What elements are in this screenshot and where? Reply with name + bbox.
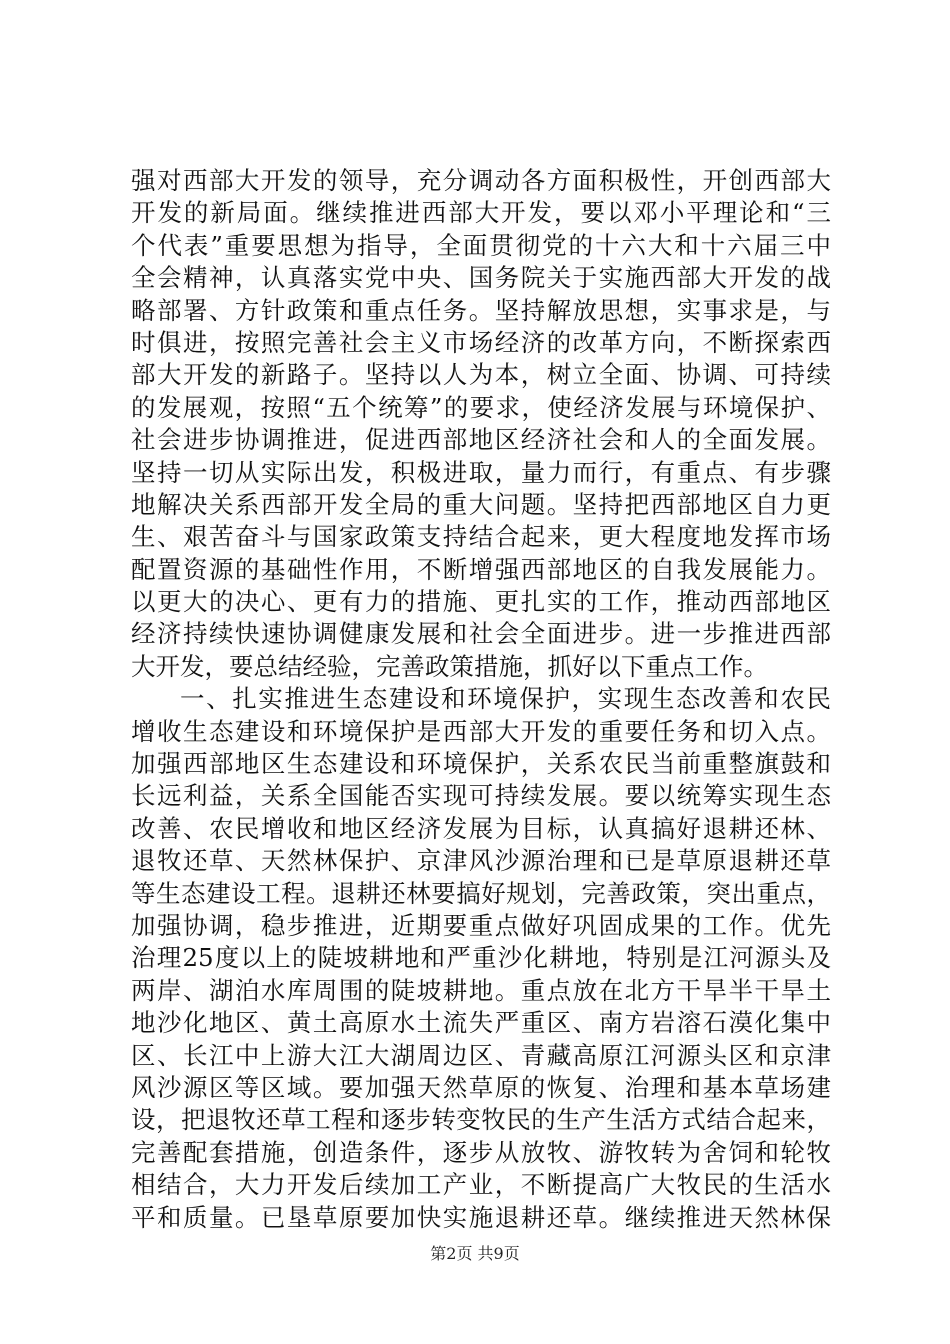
text-line: 治理25度以上的陡坡耕地和严重沙化耕地，特别是江河源头及 — [131, 943, 831, 973]
text-line: 完善配套措施，创造条件，逐步从放牧、游牧转为舍饲和轮牧 — [131, 1137, 831, 1167]
text-line: 平和质量。已垦草原要加快实施退耕还草。继续推进天然林保 — [131, 1202, 831, 1232]
text-line: 坚持一切从实际出发，积极进取，量力而行，有重点、有步骤 — [131, 457, 831, 487]
text-line: 经济持续快速协调健康发展和社会全面进步。进一步推进西部 — [131, 619, 831, 649]
text-line: 区、长江中上游大江大湖周边区、青藏高原江河源头区和京津 — [131, 1040, 831, 1070]
text-line: 的发展观，按照“五个统筹”的要求，使经济发展与环境保护、 — [131, 392, 831, 422]
text-line: 地解决关系西部开发全局的重大问题。坚持把西部地区自力更 — [131, 489, 831, 519]
text-line: 时俱进，按照完善社会主义市场经济的改革方向，不断探索西 — [131, 327, 831, 357]
text-line: 强对西部大开发的领导，充分调动各方面积极性，开创西部大 — [131, 166, 831, 195]
text-line: 生、艰苦奋斗与国家政策支持结合起来，更大程度地发挥市场 — [131, 522, 831, 552]
text-line: 相结合，大力开发后续加工产业，不断提高广大牧民的生活水 — [131, 1170, 831, 1200]
text-line: 两岸、湖泊水库周围的陡坡耕地。重点放在北方干旱半干旱土 — [131, 975, 831, 1005]
text-line: 改善、农民增收和地区经济发展为目标，认真搞好退耕还林、 — [131, 813, 831, 843]
body-text — [131, 165, 831, 1234]
text-line: 社会进步协调推进，促进西部地区经济社会和人的全面发展。 — [131, 425, 831, 455]
text-line: 长远利益，关系全国能否实现可持续发展。要以统筹实现生态 — [131, 781, 831, 811]
text-line: 增收生态建设和环境保护是西部大开发的重要任务和切入点。 — [131, 716, 831, 746]
text-line: 配置资源的基础性作用，不断增强西部地区的自我发展能力。 — [131, 554, 831, 584]
text-line: 地沙化地区、黄土高原水土流失严重区、南方岩溶石漠化集中 — [131, 1008, 831, 1038]
text-line: 开发的新局面。继续推进西部大开发，要以邓小平理论和“三 — [131, 198, 831, 228]
text-line: 大开发，要总结经验，完善政策措施，抓好以下重点工作。 — [131, 651, 768, 681]
paragraph-start-line: 一、扎实推进生态建设和环境保护，实现生态改善和农民 — [180, 684, 831, 714]
text-line: 风沙源区等区域。要加强天然草原的恢复、治理和基本草场建 — [131, 1072, 831, 1102]
text-line: 部大开发的新路子。坚持以人为本，树立全面、协调、可持续 — [131, 360, 831, 390]
text-line: 以更大的决心、更有力的措施、更扎实的工作，推动西部地区 — [131, 587, 831, 617]
text-line: 加强西部地区生态建设和环境保护，关系农民当前重整旗鼓和 — [131, 749, 831, 779]
text-line: 设，把退牧还草工程和逐步转变牧民的生产生活方式结合起来， — [131, 1105, 831, 1135]
text-line: 略部署、方针政策和重点任务。坚持解放思想，实事求是，与 — [131, 295, 831, 325]
text-line: 加强协调，稳步推进，近期要重点做好巩固成果的工作。优先 — [131, 910, 831, 940]
text-line: 退牧还草、天然林保护、京津风沙源治理和已是草原退耕还草 — [131, 846, 831, 876]
page-number-footer: 第2页 共9页 — [430, 1244, 520, 1263]
text-line: 等生态建设工程。退耕还林要搞好规划，完善政策，突出重点， — [131, 878, 831, 908]
text-line: 个代表”重要思想为指导，全面贯彻党的十六大和十六届三中 — [131, 230, 831, 260]
text-line: 全会精神，认真落实党中央、国务院关于实施西部大开发的战 — [131, 263, 831, 293]
